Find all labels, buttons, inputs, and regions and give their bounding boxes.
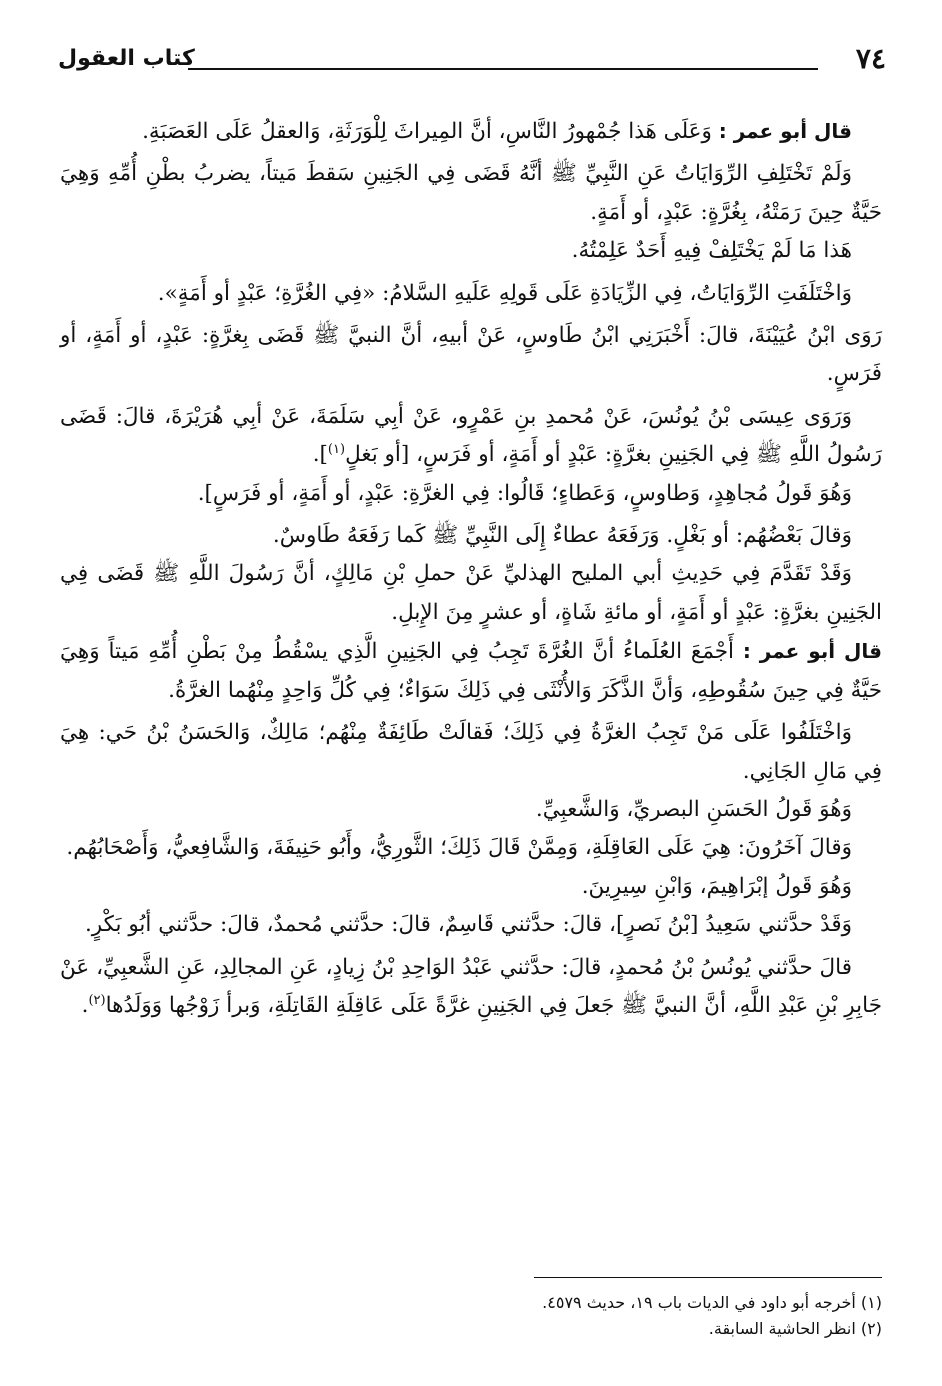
paragraph-text: قالَ حدَّثني يُونُسُ بْنُ مُحمدٍ، قالَ: حدَّثني عَبْدُ الوَاحِدِ بْنُ زِيادٍ، عَنِ المجالِدِ، عَنِ الشَّعبِيِّ، عَنْ جَابِرِ بْنِ عَبْدِ اللَّهِ، أنَّ النبيَّ ﷺ جَعلَ فِي الجَنِينِ غرَّةً عَلَى عَاقِلَةِ القَاتِلَةِ، وَبرأ زَوْجُها وَوَلَدُها	[60, 954, 882, 1018]
paragraph-text: رَوَى ابْنُ عُيَيْنَةَ، قالَ: أَخْبَرَنِي ابْنُ طَاوسٍ، عَنْ أبيهِ، أنَّ النبيَّ ﷺ قَضَى بِغرَّةٍ: عَبْدٍ، أو أَمَةٍ، أو فَرَسٍ.	[60, 323, 882, 387]
footnote-separator	[534, 1277, 882, 1278]
footnote-ref: (١)	[327, 442, 346, 458]
paragraph	[60, 949, 882, 1026]
main-text	[60, 112, 882, 1025]
paragraph-tail: .	[81, 992, 89, 1018]
paragraph-text: أَجْمَعَ العُلَماءُ أنَّ الغُرَّةَ تَجِبُ فِي الجَنِينِ الَّذِي يسْقُطُ مِنْ بَطْنِ أُمِّهِ مَيتاً وَهِيَ حَيَّةٌ فِي حِينَ سُقُوطِهِ، وَأنَّ الذَّكَرَ وَالأُنْثَى فِي ذَلِكَ سَوَاءٌ؛ فِي كُلِّ وَاحِدٍ مِنْهُما الغرَّةُ.	[60, 639, 882, 703]
paragraph	[60, 232, 882, 270]
paragraph	[60, 275, 882, 313]
page-header	[58, 40, 886, 80]
paragraph	[60, 112, 882, 151]
paragraph	[60, 555, 882, 632]
paragraph-text: وَهُوَ قَولُ إبْرَاهِيمَ، وَابْنِ سِيرِينَ.	[581, 873, 852, 899]
speaker-label: قال أبو عمر :	[742, 639, 882, 664]
page-number: ٧٤	[855, 42, 886, 75]
paragraph	[60, 155, 882, 232]
paragraph	[60, 791, 882, 829]
footnote: (١) أخرجه أبو داود في الديات باب ١٩، حديث ٤٥٧٩.	[542, 1293, 882, 1312]
paragraph-text: وَرَوَى عِيسَى بْنُ يُونُسَ، عَنْ مُحمدِ بنِ عَمْرٍو، عَنْ أبِي سَلَمَةَ، عَنْ أبِي هُرَيْرَةَ، قالَ: قَضَى رَسُولُ اللَّهِ ﷺ فِي الجَنِينِ بغرَّةٍ: عَبْدٍ أو أَمَةٍ، أو فَرَسٍ، [أو بَغلٍ	[60, 403, 882, 468]
footnote: (٢) انظر الحاشية السابقة.	[708, 1319, 882, 1338]
paragraph	[60, 475, 882, 513]
paragraph-text: وَهُوَ قَولُ مُجاهِدٍ، وَطاوسٍ، وَعَطاءٍ؛ قَالُوا: فِي الغرَّةِ: عَبْدٍ، أو أَمَةٍ، أو فَرَسٍ].	[197, 480, 852, 506]
paragraph	[60, 632, 882, 710]
paragraph	[60, 714, 882, 791]
paragraph	[60, 317, 882, 394]
paragraph	[60, 868, 882, 906]
paragraph-text: هَذا مَا لَمْ يَخْتَلِفْ فِيهِ أَحَدٌ عَلِمْتُهُ.	[571, 238, 852, 264]
header-rule	[188, 68, 818, 70]
paragraph-text: وَعَلَى هَذا جُمْهورُ النَّاسِ، أنَّ المِيراثَ لِلْوَرَثَةِ، وَالعقلُ عَلَى العَصَبَةِ.	[142, 119, 719, 144]
paragraph	[60, 398, 882, 475]
footnote-ref: (٢)	[88, 992, 106, 1008]
paragraph-text: وَقالَ آخَرُونَ: هِيَ عَلَى العَاقِلَةِ، وَمِمَّنْ قَالَ ذَلِكَ؛ الثَّورِيُّ، وأَبُو حَنِيفَةَ، وَالشَّافِعيُّ، وَأَصْحَابُهُم.	[66, 835, 852, 861]
paragraph-text: وَاخْتَلَفَتِ الرِّوَايَاتُ، فِي الزِّيَادَةِ عَلَى قَولِهِ عَلَيهِ السَّلامُ: «فِي الغُرَّةِ؛ عَبْدٍ أو أَمَةٍ».	[157, 280, 852, 306]
paragraph-text: وَلَمْ تَخْتَلِفِ الرِّوَايَاتُ عَنِ النَّبِيِّ ﷺ أنَّهُ قَضَى فِي الجَنِينِ سَقطَ مَيتاً، يضربُ بطْنِ أُمِّهِ وَهِيَ حَيَّةٌ حِينَ رَمَتْهُ، بِغُرَّةٍ: عَبْدٍ، أو أَمَةٍ.	[60, 161, 882, 225]
paragraph-text: وَقالَ بَعْضُهُم: أو بَغْلٍ. وَرَفَعَهُ عطاءٌ إِلَى النَّبِيِّ ﷺ كَما رَفَعَهُ طَاوسٌ.	[272, 523, 852, 549]
paragraph	[60, 829, 882, 867]
paragraph	[60, 517, 882, 555]
paragraph-text: وَهُوَ قَولُ الحَسَنِ البصريِّ، وَالشَّعبِيِّ.	[535, 796, 852, 822]
paragraph-text: وَقَدْ حدَّثني سَعِيدُ [بْنُ نَصرٍ]، قالَ: حدَّثني قَاسِمٌ، قالَ: حدَّثني مُحمدٌ، قالَ: حدَّثني أبُو بَكْرٍ.	[84, 912, 852, 938]
paragraph-text: وَاخْتَلَفُوا عَلَى مَنْ تَجِبُ الغرَّةُ فِي ذَلِكَ؛ فَقالَتْ طَائِفَةٌ مِنْهُم؛ مَالِكٌ، وَالحَسَنُ بْنُ حَي: هِيَ فِي مَالِ الجَانِي.	[60, 720, 882, 784]
paragraph-text: وَقَدْ تَقَدَّمَ فِي حَدِيثِ أبي المليح الهذليِّ عَنْ حملِ بْنِ مَالِكٍ، أنَّ رَسُولَ اللَّهِ ﷺ قَضَى فِي الجَنِينِ بغرَّةٍ: عَبْدٍ أو أَمَةٍ، أو مائةِ شَاةٍ، أو عشرٍ مِنَ الإِبلِ.	[60, 561, 882, 625]
paragraph-tail: ].	[312, 442, 328, 468]
footnotes	[60, 1290, 882, 1342]
paragraph	[60, 906, 882, 944]
speaker-label: قال أبو عمر :	[718, 119, 852, 143]
book-title: كتاب العقول	[58, 46, 195, 71]
